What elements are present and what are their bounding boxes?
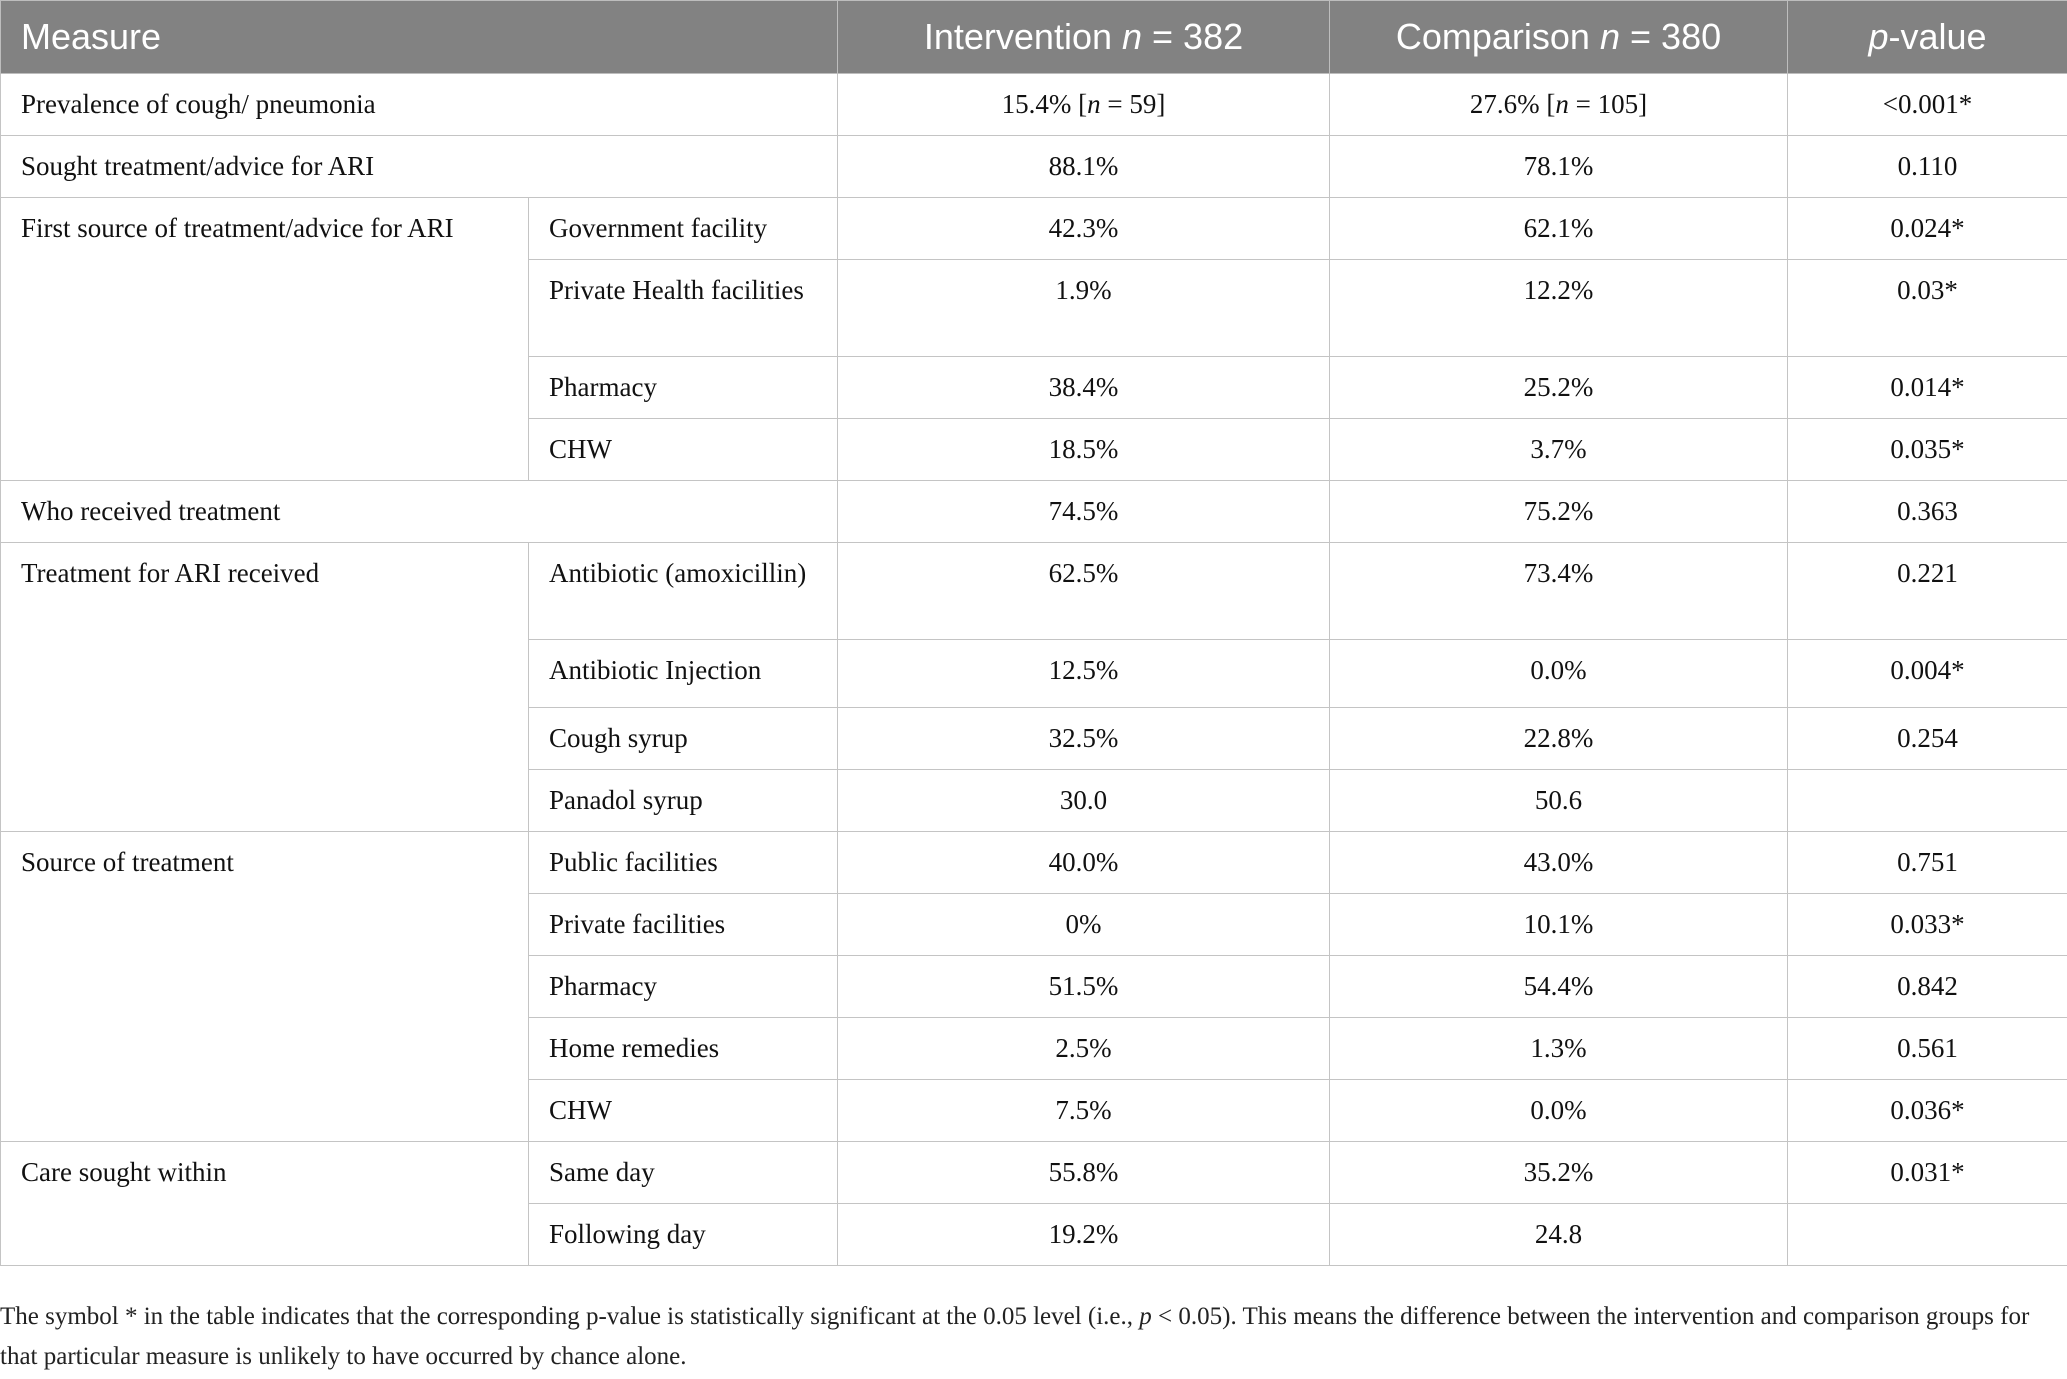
submeasure-cell: Private facilities xyxy=(529,894,838,956)
measure-cell: Care sought within xyxy=(1,1142,529,1266)
submeasure-cell: Government facility xyxy=(529,198,838,260)
intervention-count: = 59] xyxy=(1100,89,1166,119)
header-intervention-n: n xyxy=(1122,16,1143,57)
table-footnote xyxy=(0,1297,2060,1377)
submeasure-cell: Private Health facilities xyxy=(529,260,838,357)
comparison-cell: 35.2% xyxy=(1330,1142,1788,1204)
pvalue-cell: 0.033* xyxy=(1788,894,2067,956)
pvalue-cell: 0.110 xyxy=(1788,136,2067,198)
table-row xyxy=(1,136,2067,198)
measure-cell: Source of treatment xyxy=(1,832,529,1142)
submeasure-cell: Antibiotic (amoxicillin) xyxy=(529,543,838,640)
footnote-text-start: The symbol * in the table indicates that the corresponding p-value is statistically significant at the 0.05 level (i.e., xyxy=(0,1303,1140,1330)
header-comparison xyxy=(1330,1,1788,74)
comparison-cell: 75.2% xyxy=(1330,481,1788,543)
intervention-cell: 40.0% xyxy=(838,832,1330,894)
measure-cell: Who received treatment xyxy=(1,481,838,543)
header-pvalue-label: -value xyxy=(1888,16,1987,57)
intervention-cell: 19.2% xyxy=(838,1204,1330,1266)
pvalue-cell: 0.221 xyxy=(1788,543,2067,640)
table-row xyxy=(1,74,2067,136)
comparison-value: 27.6% [ xyxy=(1469,89,1556,119)
submeasure-cell: Antibiotic Injection xyxy=(529,640,838,708)
submeasure-cell: Same day xyxy=(529,1142,838,1204)
comparison-cell: 22.8% xyxy=(1330,708,1788,770)
pvalue-cell: 0.254 xyxy=(1788,708,2067,770)
comparison-cell: 62.1% xyxy=(1330,198,1788,260)
intervention-cell: 0% xyxy=(838,894,1330,956)
pvalue-cell: 0.004* xyxy=(1788,640,2067,708)
intervention-cell: 55.8% xyxy=(838,1142,1330,1204)
intervention-cell: 1.9% xyxy=(838,260,1330,357)
submeasure-cell: CHW xyxy=(529,1080,838,1142)
intervention-cell: 38.4% xyxy=(838,357,1330,419)
intervention-n: n xyxy=(1087,89,1101,119)
comparison-cell: 78.1% xyxy=(1330,136,1788,198)
pvalue-cell: 0.024* xyxy=(1788,198,2067,260)
submeasure-cell: Following day xyxy=(529,1204,838,1266)
table-row xyxy=(1,1142,2067,1204)
intervention-cell: 62.5% xyxy=(838,543,1330,640)
header-intervention-label: Intervention xyxy=(923,16,1112,57)
pvalue-cell: <0.001* xyxy=(1788,74,2067,136)
pvalue-cell: 0.036* xyxy=(1788,1080,2067,1142)
comparison-cell: 10.1% xyxy=(1330,894,1788,956)
comparison-cell: 54.4% xyxy=(1330,956,1788,1018)
pvalue-cell: 0.03* xyxy=(1788,260,2067,357)
pvalue-cell: 0.014* xyxy=(1788,357,2067,419)
intervention-cell: 74.5% xyxy=(838,481,1330,543)
pvalue-cell: 0.561 xyxy=(1788,1018,2067,1080)
pvalue-cell: 0.842 xyxy=(1788,956,2067,1018)
comparison-cell: 1.3% xyxy=(1330,1018,1788,1080)
intervention-cell xyxy=(838,74,1330,136)
table-row xyxy=(1,832,2067,894)
pvalue-cell: 0.031* xyxy=(1788,1142,2067,1204)
intervention-cell: 32.5% xyxy=(838,708,1330,770)
header-comparison-label: Comparison xyxy=(1395,16,1590,57)
footnote-p: p xyxy=(1139,1303,1152,1330)
table-row xyxy=(1,543,2067,640)
header-measure: Measure xyxy=(1,1,838,74)
table-row xyxy=(1,198,2067,260)
comparison-cell: 0.0% xyxy=(1330,1080,1788,1142)
comparison-cell: 3.7% xyxy=(1330,419,1788,481)
footnote-text-end: < 0.05). This means the difference between the intervention and comparison groups for that particular measure is unlikely to have occurred by chance alone. xyxy=(0,1303,2030,1370)
comparison-cell: 43.0% xyxy=(1330,832,1788,894)
submeasure-cell: Cough syrup xyxy=(529,708,838,770)
submeasure-cell: Home remedies xyxy=(529,1018,838,1080)
intervention-cell: 12.5% xyxy=(838,640,1330,708)
intervention-cell: 42.3% xyxy=(838,198,1330,260)
header-pvalue-p: p xyxy=(1868,16,1889,57)
pvalue-cell: 0.363 xyxy=(1788,481,2067,543)
pvalue-cell xyxy=(1788,770,2067,832)
comparison-cell: 25.2% xyxy=(1330,357,1788,419)
intervention-cell: 18.5% xyxy=(838,419,1330,481)
header-intervention xyxy=(838,1,1330,74)
header-comparison-n: n xyxy=(1599,16,1621,57)
comparison-count: = 105] xyxy=(1568,89,1648,119)
header-pvalue xyxy=(1788,1,2067,74)
submeasure-cell: Panadol syrup xyxy=(529,770,838,832)
measure-cell: First source of treatment/advice for ARI xyxy=(1,198,529,481)
measure-cell: Prevalence of cough/ pneumonia xyxy=(1,74,838,136)
intervention-value: 15.4% [ xyxy=(1001,89,1088,119)
submeasure-cell: CHW xyxy=(529,419,838,481)
comparison-n: n xyxy=(1555,89,1569,119)
pvalue-cell xyxy=(1788,1204,2067,1266)
submeasure-cell: Public facilities xyxy=(529,832,838,894)
submeasure-cell: Pharmacy xyxy=(529,357,838,419)
comparison-cell xyxy=(1330,74,1788,136)
intervention-cell: 88.1% xyxy=(838,136,1330,198)
intervention-cell: 2.5% xyxy=(838,1018,1330,1080)
measure-cell: Sought treatment/advice for ARI xyxy=(1,136,838,198)
pvalue-cell: 0.751 xyxy=(1788,832,2067,894)
comparison-cell: 73.4% xyxy=(1330,543,1788,640)
submeasure-cell: Pharmacy xyxy=(529,956,838,1018)
header-intervention-count: = 382 xyxy=(1142,16,1244,57)
intervention-cell: 51.5% xyxy=(838,956,1330,1018)
comparison-cell: 0.0% xyxy=(1330,640,1788,708)
pvalue-cell: 0.035* xyxy=(1788,419,2067,481)
measure-cell: Treatment for ARI received xyxy=(1,543,529,832)
comparison-cell: 24.8 xyxy=(1330,1204,1788,1266)
comparison-cell: 12.2% xyxy=(1330,260,1788,357)
header-comparison-count: = 380 xyxy=(1620,16,1722,57)
intervention-cell: 30.0 xyxy=(838,770,1330,832)
comparison-cell: 50.6 xyxy=(1330,770,1788,832)
table-row xyxy=(1,481,2067,543)
table-header-row xyxy=(1,1,2067,74)
intervention-cell: 7.5% xyxy=(838,1080,1330,1142)
